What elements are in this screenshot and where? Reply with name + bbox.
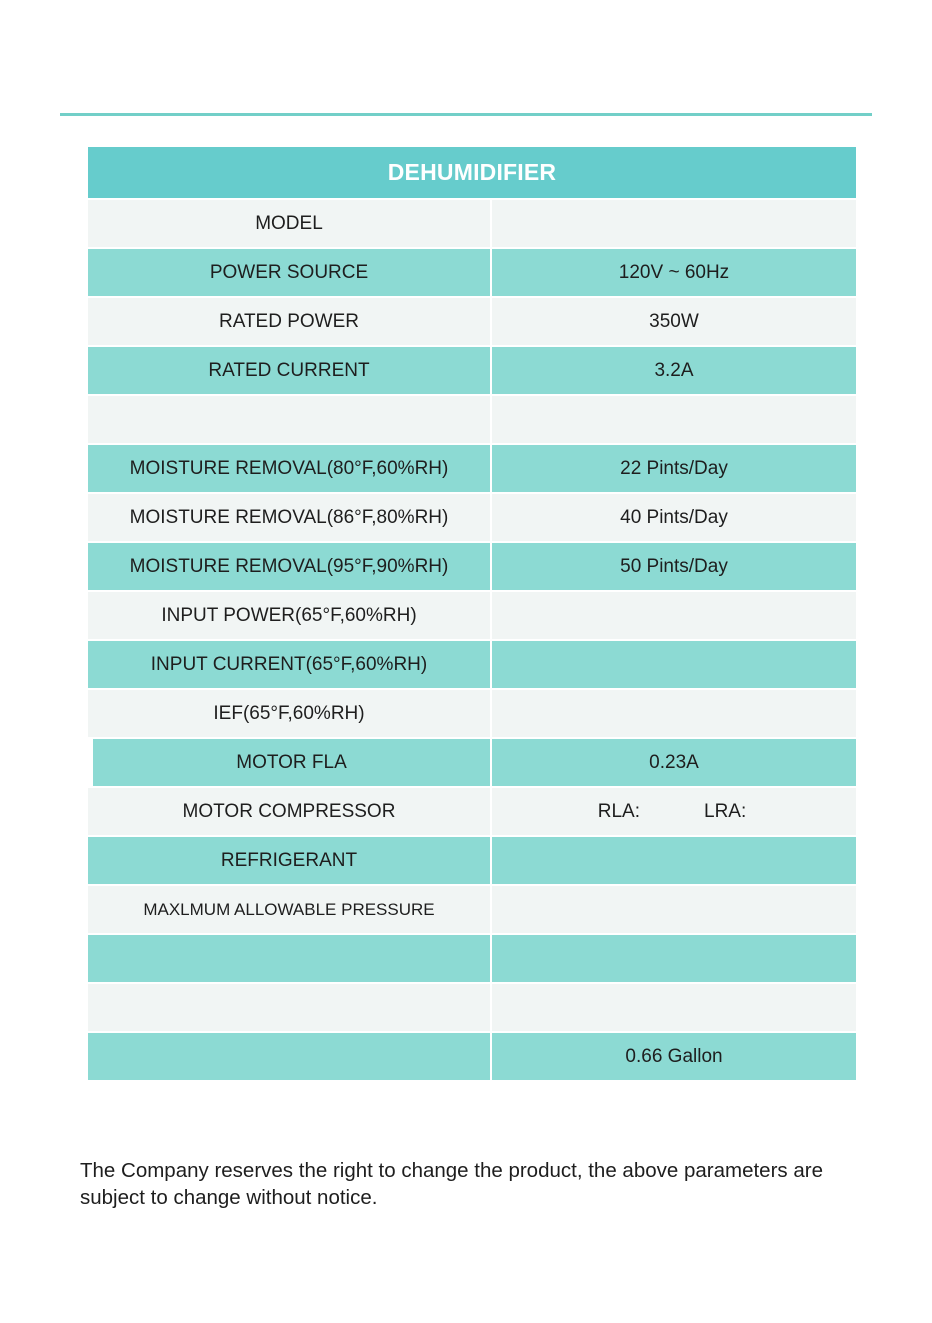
table-row (88, 982, 856, 1031)
table-row (88, 835, 856, 884)
row-label-max-pressure: MAXLMUM ALLOWABLE PRESSURE (88, 886, 492, 933)
table-row (88, 737, 856, 786)
row-label-blank (88, 396, 492, 443)
table-row (88, 492, 856, 541)
row-value-blank (492, 396, 856, 443)
table-row (88, 345, 856, 394)
row-value-moisture-80: 22 Pints/Day (620, 457, 728, 479)
row-label-blank-3 (88, 984, 492, 1031)
row-value-tank: 0.66 Gallon (625, 1045, 723, 1067)
row-label-refrigerant: REFRIGERANT (88, 837, 492, 884)
row-label-ief: IEF(65°F,60%RH) (88, 690, 492, 737)
table-row (88, 296, 856, 345)
table-row (88, 884, 856, 933)
table-row (88, 247, 856, 296)
spec-table (88, 147, 856, 1080)
row-value-blank-3 (492, 984, 856, 1031)
table-row (88, 541, 856, 590)
row-label-rated-power: RATED POWER (88, 298, 492, 345)
row-value-moisture-86: 40 Pints/Day (620, 506, 728, 528)
row-value-motor-fla: 0.23A (649, 751, 699, 773)
table-row (88, 933, 856, 982)
row-label-model: MODEL (88, 200, 492, 247)
row-value-ief (492, 690, 856, 737)
table-row (88, 590, 856, 639)
row-label-motor-fla: MOTOR FLA (93, 739, 492, 786)
table-row (88, 443, 856, 492)
table-row (88, 688, 856, 737)
row-label-input-current: INPUT CURRENT(65°F,60%RH) (88, 641, 492, 688)
row-value-rated-current: 3.2A (654, 359, 694, 381)
row-value-rated-power: 350W (649, 310, 699, 332)
table-row (88, 1031, 856, 1080)
table-row (88, 639, 856, 688)
lra-label: LRA: (704, 800, 747, 822)
row-value-refrigerant (492, 837, 856, 884)
table-row (88, 786, 856, 835)
footnote-text: The Company reserves the right to change the product, the above parameters are subject to change without notice. (80, 1159, 823, 1209)
top-accent-rule (60, 113, 872, 116)
row-label-rated-current: RATED CURRENT (88, 347, 492, 394)
row-label-moisture-80: MOISTURE REMOVAL(80°F,60%RH) (88, 445, 492, 492)
row-value-input-power (492, 592, 856, 639)
row-value-model (492, 200, 856, 247)
row-value-motor-compressor (492, 788, 856, 835)
row-label-power-source: POWER SOURCE (88, 249, 492, 296)
row-value-moisture-95: 50 Pints/Day (620, 555, 728, 577)
row-label-input-power: INPUT POWER(65°F,60%RH) (88, 592, 492, 639)
row-label-motor-compressor: MOTOR COMPRESSOR (88, 788, 492, 835)
row-label-blank-2 (88, 935, 492, 982)
table-row (88, 394, 856, 443)
row-label-moisture-95: MOISTURE REMOVAL(95°F,90%RH) (88, 543, 492, 590)
row-value-max-pressure (492, 886, 856, 933)
row-label-moisture-86: MOISTURE REMOVAL(86°F,80%RH) (88, 494, 492, 541)
row-value-input-current (492, 641, 856, 688)
row-value-blank-2 (492, 935, 856, 982)
table-title: DEHUMIDIFIER (88, 147, 856, 198)
table-row (88, 198, 856, 247)
row-value-power-source: 120V ~ 60Hz (618, 261, 730, 283)
rla-label: RLA: (597, 800, 640, 822)
row-label-tank (88, 1033, 492, 1080)
